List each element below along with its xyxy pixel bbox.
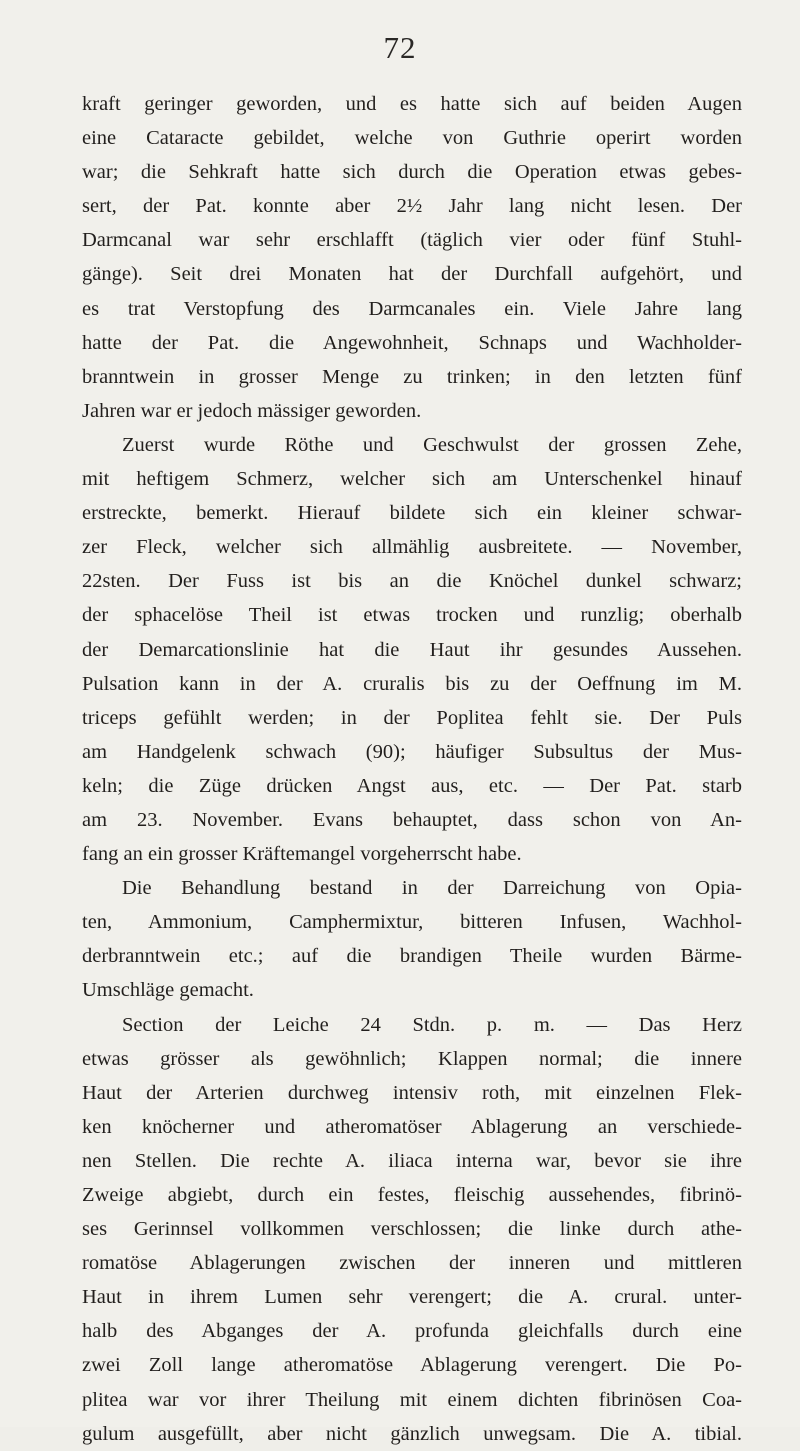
text-line: branntwein in grosser Menge zu trinken; in den letzten fünf [82, 365, 742, 388]
text-line: sert, der Pat. konnte aber 2½ Jahr lang nicht lesen. Der [82, 195, 742, 218]
text-line: Section der Leiche 24 Stdn. p. m. — Das Herz [122, 1013, 742, 1036]
text-line: gänge). Seit drei Monaten hat der Durchfall aufgehört, und [82, 263, 742, 286]
text-line: Darmcanal war sehr erschlafft (täglich vier oder fünf Stuhl- [82, 229, 742, 252]
text-line: Zuerst wurde Röthe und Geschwulst der grossen Zehe, [122, 433, 742, 456]
text-line: am 23. November. Evans behauptet, dass schon von An- [82, 808, 742, 831]
text-line: gulum ausgefüllt, aber nicht gänzlich unwegsam. Die A. tibial. [82, 1422, 742, 1445]
text-line: erstreckte, bemerkt. Hierauf bildete sich ein kleiner schwar- [82, 502, 742, 525]
text-line: Pulsation kann in der A. cruralis bis zu der Oeffnung im M. [82, 672, 742, 695]
text-line: keln; die Züge drücken Angst aus, etc. — Der Pat. starb [82, 774, 742, 797]
text-line: ken knöcherner und atheromatöser Ablagerung an verschiede- [82, 1115, 742, 1138]
text-line: nen Stellen. Die rechte A. iliaca interna war, bevor sie ihre [82, 1149, 742, 1172]
text-line: Haut in ihrem Lumen sehr verengert; die A. crural. unter- [82, 1286, 742, 1309]
text-line: zwei Zoll lange atheromatöse Ablagerung verengert. Die Po- [82, 1354, 742, 1377]
text-line: ses Gerinnsel vollkommen verschlossen; die linke durch athe- [82, 1218, 742, 1241]
text-line: Jahren war er jedoch mässiger geworden. [82, 399, 422, 422]
text-line: halb des Abganges der A. profunda gleichfalls durch eine [82, 1320, 742, 1343]
text-line: Umschläge gemacht. [82, 979, 254, 1002]
text-line: eine Cataracte gebildet, welche von Guthrie operirt worden [82, 127, 742, 150]
text-line: es trat Verstopfung des Darmcanales ein. Viele Jahre lang [82, 297, 742, 320]
text-line: mit heftigem Schmerz, welcher sich am Unterschenkel hinauf [82, 468, 742, 491]
text-line: war; die Sehkraft hatte sich durch die Operation etwas gebes- [82, 161, 742, 184]
text-line: romatöse Ablagerungen zwischen der inneren und mittleren [82, 1252, 742, 1275]
text-line: Haut der Arterien durchweg intensiv roth, mit einzelnen Flek- [82, 1081, 742, 1104]
text-line: ten, Ammonium, Camphermixtur, bitteren Infusen, Wachhol- [82, 911, 742, 934]
text-line: hatte der Pat. die Angewohnheit, Schnaps und Wachholder- [82, 331, 742, 354]
text-line: plitea war vor ihrer Theilung mit einem dichten fibrinösen Coa- [82, 1388, 742, 1411]
text-line: etwas grösser als gewöhnlich; Klappen normal; die innere [82, 1047, 742, 1070]
text-line: derbranntwein etc.; auf die brandigen Theile wurden Bärme- [82, 945, 742, 968]
text-line: zer Fleck, welcher sich allmählig ausbreitete. — November, [82, 536, 742, 559]
text-line: Zweige abgiebt, durch ein festes, fleischig aussehendes, fibrinö- [82, 1184, 742, 1206]
body-text [82, 87, 742, 1451]
text-line: fang an ein grosser Kräftemangel vorgeherrscht habe. [82, 843, 522, 866]
text-line: der Demarcationslinie hat die Haut ihr gesundes Aussehen. [82, 638, 742, 661]
text-line: Die Behandlung bestand in der Darreichung von Opia- [122, 877, 742, 900]
text-line: 22sten. Der Fuss ist bis an die Knöchel dunkel schwarz; [82, 570, 742, 593]
text-line: der sphacelöse Theil ist etwas trocken und runzlig; oberhalb [82, 604, 742, 627]
page-number: 72 [383, 30, 417, 65]
text-line: triceps gefühlt werden; in der Poplitea fehlt sie. Der Puls [82, 706, 742, 729]
text-line: kraft geringer geworden, und es hatte sich auf beiden Augen [82, 93, 742, 115]
text-line: am Handgelenk schwach (90); häufiger Subsultus der Mus- [82, 740, 742, 763]
